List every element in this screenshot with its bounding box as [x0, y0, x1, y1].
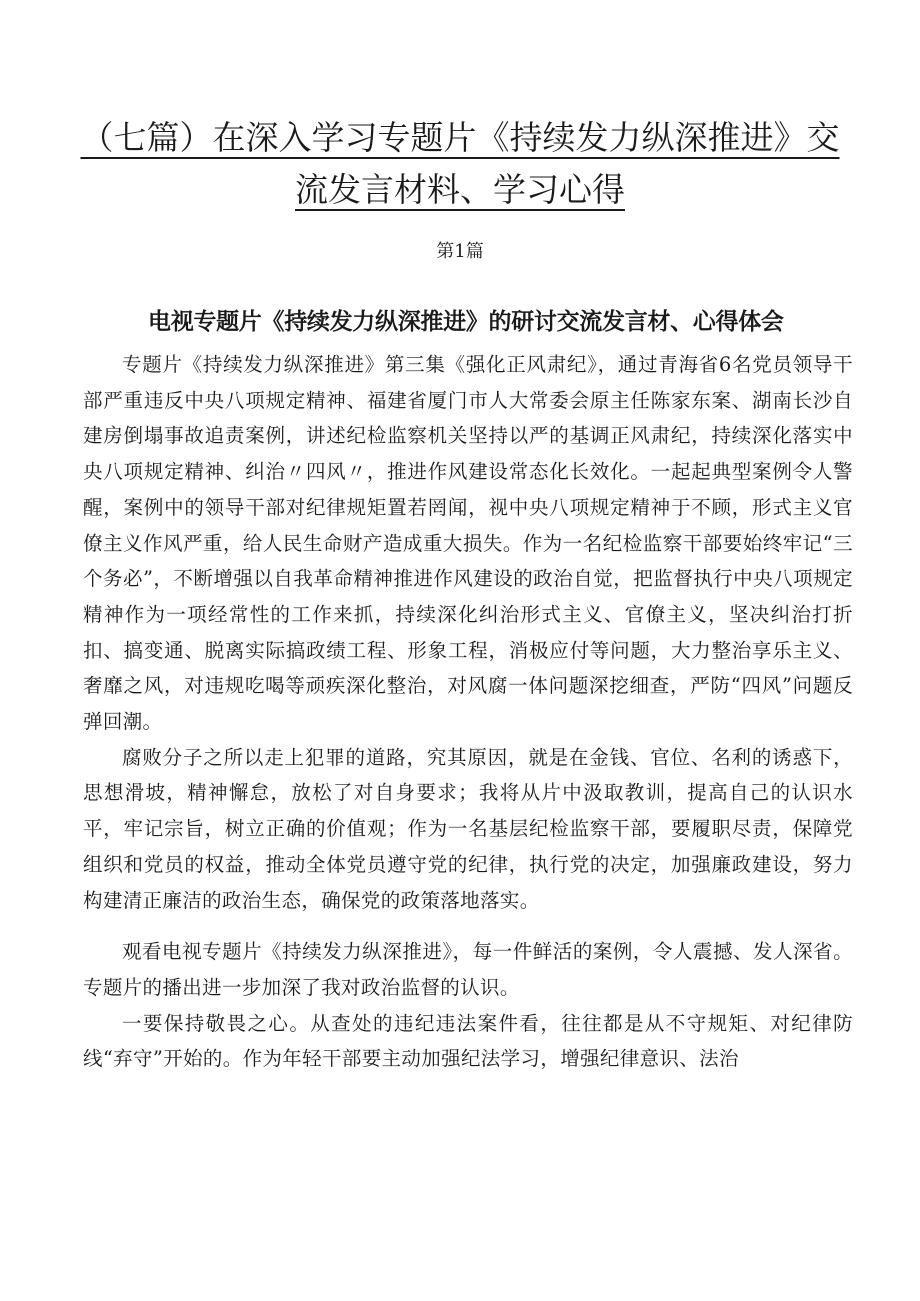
- paragraph-2: 腐败分子之所以走上犯罪的道路，究其原因，就是在金钱、官位、名利的诱惑下，思想滑坡，精神懈怠，放松了对自身要求；我将从片中汲取教训，提高自己的认识水平，牢记宗旨，树立正确的价值观；作为一名基层纪检监察干部，要履职尽责，保障党组织和党员的权益，推动全体党员遵守党的纪律，执行党的决定，加强廉政建设，努力构建清正廉洁的政治生态，确保党的政策落地落实。: [83, 745, 853, 912]
- document-title-line-2: 流发言材料、学习心得: [295, 170, 625, 209]
- document-title-line-1: （七篇）在深入学习专题片《持续发力纵深推进》交: [80, 118, 840, 157]
- paragraph-4: 一要保持敬畏之心。从查处的违纪违法案件看，往往都是从不守规矩、对纪律防线“弃守”开始的。作为年轻干部要主动加强纪法学习，增强纪律意识、法治: [83, 1011, 853, 1071]
- document-title: [60, 112, 860, 216]
- paragraph-3: 观看电视专题片《持续发力纵深推进》，每一件鲜活的案例，令人震撼、发人深省。专题片的播出进一步加深了我对政治监督的认识。: [83, 940, 853, 999]
- paragraph-1: 专题片《持续发力纵深推进》第三集《强化正风肃纪》，通过青海省6名党员领导干部严重违反中央八项规定精神、福建省厦门市人大常委会原主任陈家东案、湖南长沙自建房倒塌事故追责案例，讲述纪检监察机关坚持以严的基调正风肃纪，持续深化落实中央八项规定精神、纠治〃四风〃，推进作风建设常态化长效化。一起起典型案例令人警醒，案例中的领导干部对纪律规矩置若罔闻，视中央八项规定精神于不顾，形式主义官僚主义作风严重，给人民生命财产造成重大损失。作为一名纪检监察干部要始终牢记“三个务必”，不断增强以自我革命精神推进作风建设的政治自觉，把监督执行中央八项规定精神作为一项经常性的工作来抓，持续深化纠治形式主义、官僚主义，坚决纠治打折扣、搞变通、脱离实际搞政绩工程、形象工程，消极应付等问题，大力整治享乐主义、奢靡之风，对违规吃喝等顽疾深化整治，对风腐一体问题深挖细查，严防“四风”问题反弹回潮。: [83, 353, 853, 734]
- section-title: 电视专题片《持续发力纵深推进》的研讨交流发言材、心得体会: [148, 309, 784, 335]
- part-label: 第1篇: [436, 241, 484, 262]
- document-body: [83, 347, 853, 1077]
